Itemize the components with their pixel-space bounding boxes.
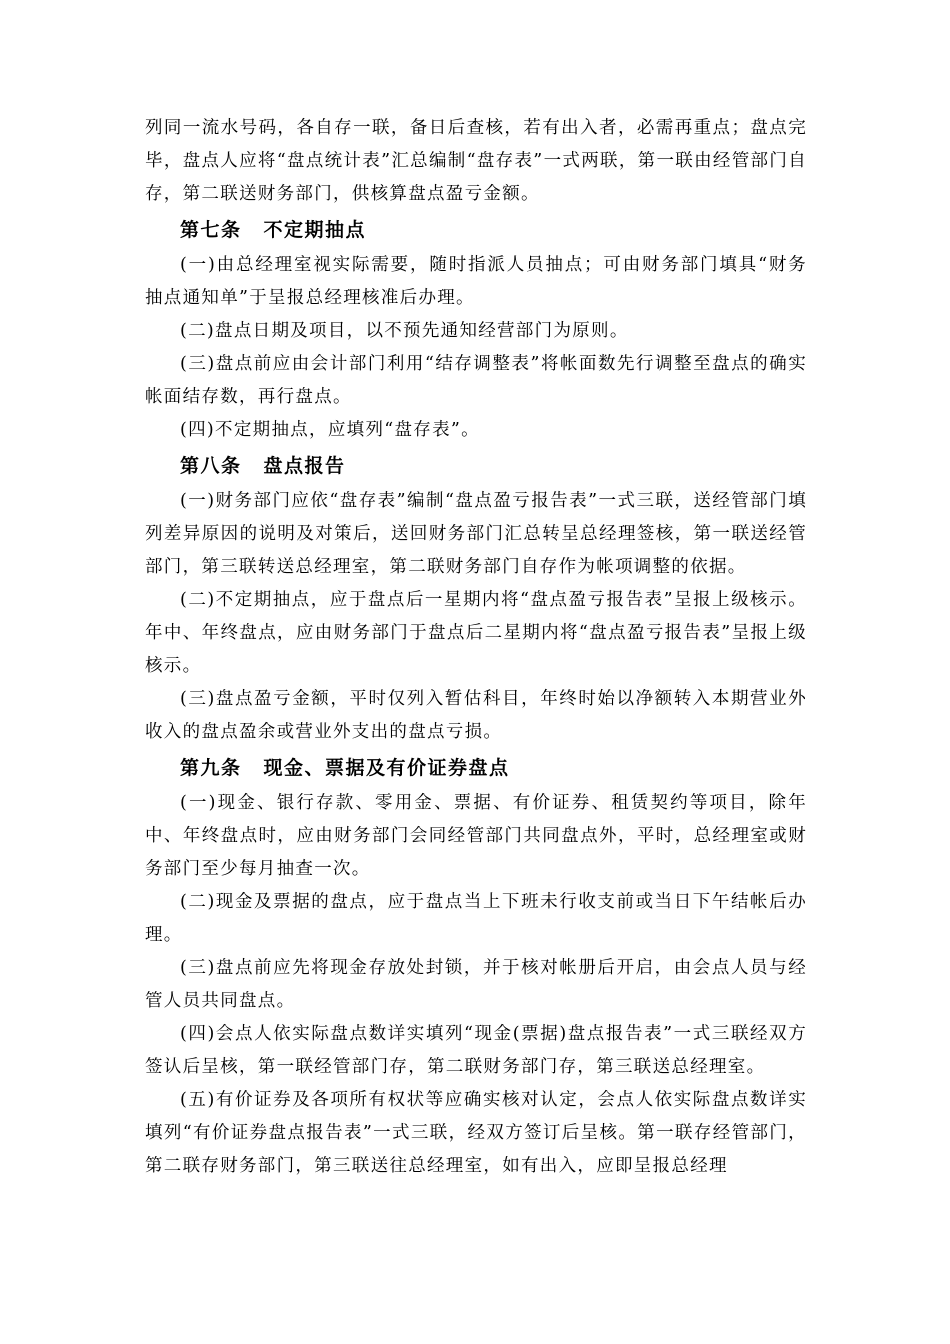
clause-paragraph: (二)现金及票据的盘点，应于盘点当上下班未行收支前或当日下午结帐后办理。 — [145, 892, 807, 945]
clause-paragraph: (一)现金、银行存款、零用金、票据、有价证券、租赁契约等项目，除年中、年终盘点时，应由财务部门会同经管部门共同盘点外，平时，总经理室或财务部门至少每月抽查一次。 — [145, 793, 807, 879]
clause-paragraph: (一)由总经理室视实际需要，随时指派人员抽点；可由财务部门填具“财务抽点通知单”于呈报总经理核准后办理。 — [145, 255, 807, 308]
clause-paragraph: (五)有价证券及各项所有权状等应确实核对认定，会点人依实际盘点数详实填列“有价证券盘点报告表”一式三联，经双方签订后呈核。第一联存经管部门，第二联存财务部门，第三联送往总经理室，如有出入，应即呈报总经理 — [145, 1090, 807, 1176]
article-number: 第九条 — [180, 757, 242, 779]
clause-paragraph: (三)盘点前应由会计部门利用“结存调整表”将帐面数先行调整至盘点的确实帐面结存数，再行盘点。 — [145, 354, 807, 407]
intro-paragraph: 列同一流水号码，各自存一联，备日后查核，若有出入者，必需再重点；盘点完毕，盘点人应将“盘点统计表”汇总编制“盘存表”一式两联，第一联由经管部门自存，第二联送财务部门，供核算盘点盈亏金额。 — [145, 118, 807, 204]
article-title: 不定期抽点 — [263, 219, 367, 241]
clause-paragraph: (四)不定期抽点，应填列“盘存表”。 — [180, 420, 480, 440]
section-heading-article-7 — [145, 211, 807, 249]
clause-paragraph: (二)盘点日期及项目，以不预先通知经营部门为原则。 — [180, 321, 629, 341]
article-number: 第八条 — [180, 455, 242, 477]
clause-paragraph: (三)盘点盈亏金额，平时仅列入暂估科目，年终时始以净额转入本期营业外收入的盘点盈余或营业外支出的盘点亏损。 — [145, 689, 807, 742]
clause-paragraph: (二)不定期抽点，应于盘点后一星期内将“盘点盈亏报告表”呈报上级核示。年中、年终盘点，应由财务部门于盘点后二星期内将“盘点盈亏报告表”呈报上级核示。 — [145, 590, 807, 676]
article-title: 现金、票据及有价证券盘点 — [263, 757, 510, 779]
article-number: 第七条 — [180, 219, 242, 241]
clause-paragraph: (四)会点人依实际盘点数详实填列“现金(票据)盘点报告表”一式三联经双方签认后呈核，第一联经管部门存，第二联财务部门存，第三联送总经理室。 — [145, 1024, 807, 1077]
clause-paragraph: (三)盘点前应先将现金存放处封锁，并于核对帐册后开启，由会点人员与经管人员共同盘点。 — [145, 958, 807, 1011]
section-heading-article-9 — [145, 749, 807, 787]
document-body — [145, 112, 807, 1183]
clause-paragraph: (一)财务部门应依“盘存表”编制“盘点盈亏报告表”一式三联，送经管部门填列差异原因的说明及对策后，送回财务部门汇总转呈总经理签核，第一联送经管部门，第三联转送总经理室，第二联财务部门自存作为帐项调整的依据。 — [145, 491, 807, 577]
section-heading-article-8 — [145, 447, 807, 485]
article-title: 盘点报告 — [263, 455, 346, 477]
